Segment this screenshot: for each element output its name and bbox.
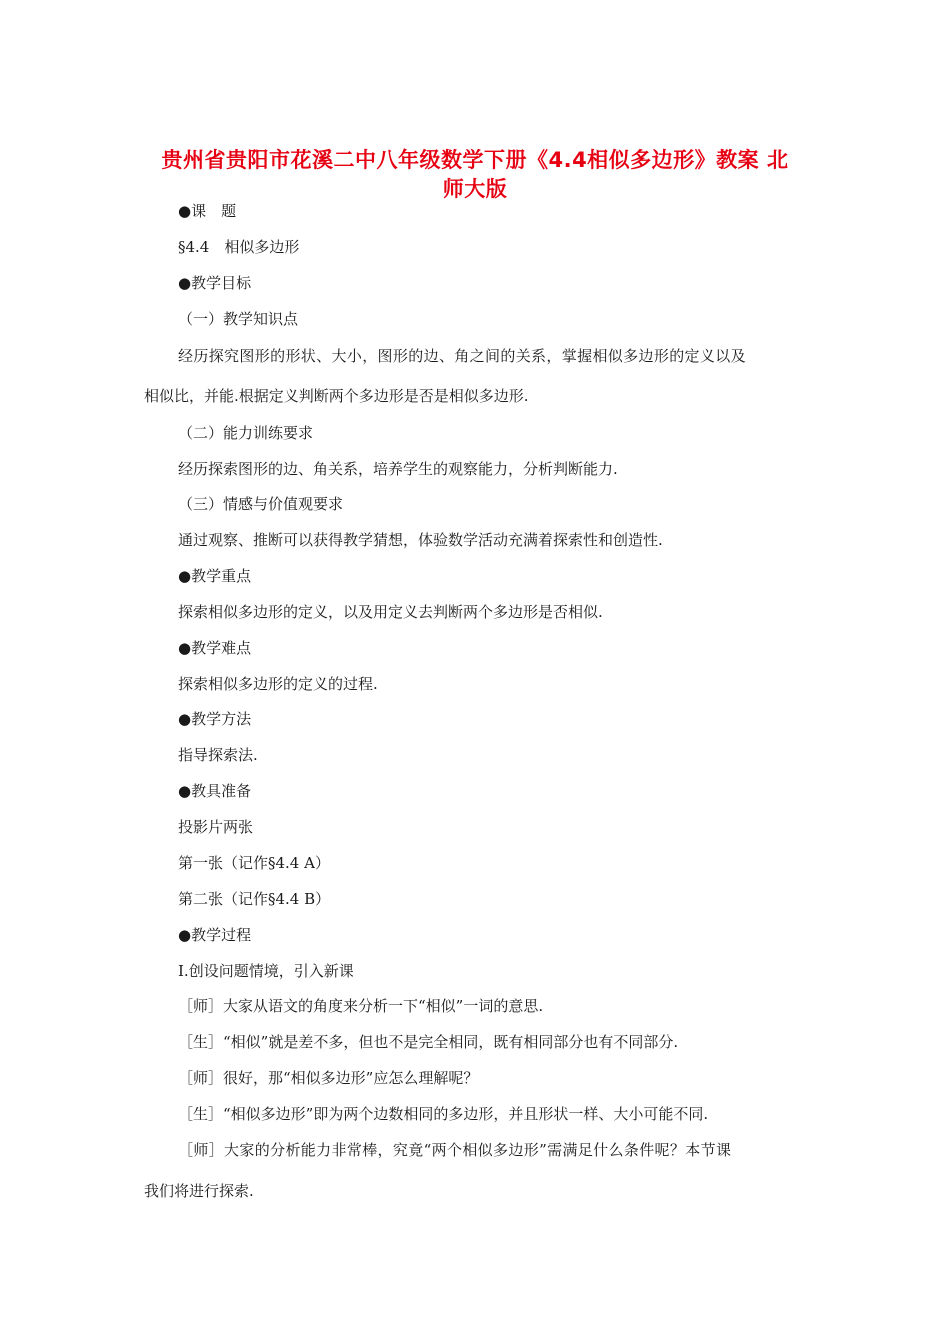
paragraph-difficulty: 探索相似多边形的定义的过程. xyxy=(178,675,378,693)
paragraph-ability: 经历探索图形的边、角关系，培养学生的观察能力，分析判断能力. xyxy=(178,460,618,478)
heading-difficulty: ●教学难点 xyxy=(178,639,252,657)
dialogue-student-2: ［生］“相似多边形”即为两个边数相同的多边形，并且形状一样、大小可能不同. xyxy=(178,1105,709,1123)
heading-objectives: ●教学目标 xyxy=(178,274,252,292)
paragraph-knowledge-line-2: 相似比，并能.根据定义判断两个多边形是否是相似多边形. xyxy=(144,387,529,405)
subheading-ability: （二）能力训练要求 xyxy=(178,424,314,442)
dialogue-student-1: ［生］“相似”就是差不多，但也不是完全相同，既有相同部分也有不同部分. xyxy=(178,1033,679,1051)
subheading-knowledge: （一）教学知识点 xyxy=(178,310,299,328)
dialogue-teacher-3-line-2: 我们将进行探索. xyxy=(144,1182,254,1200)
dialogue-teacher-3-line-1: ［师］大家的分析能力非常棒，究竟“两个相似多边形”需满足什么条件呢？本节课 xyxy=(178,1141,732,1159)
document-title xyxy=(140,146,810,204)
teaching-aid-sheet-1: 第一张（记作§4.4 A） xyxy=(178,854,330,872)
title-line-2: 师大版 xyxy=(442,177,508,201)
paragraph-teaching-aids: 投影片两张 xyxy=(178,818,254,836)
subheading-emotion: （三）情感与价值观要求 xyxy=(178,495,344,513)
dialogue-teacher-2: ［师］很好，那“相似多边形”应怎么理解呢？ xyxy=(178,1069,479,1087)
heading-lesson-topic: ●课 题 xyxy=(178,202,237,220)
lesson-topic-value: §4.4 相似多边形 xyxy=(178,238,300,256)
paragraph-knowledge-line-1: 经历探究图形的形状、大小，图形的边、角之间的关系，掌握相似多边形的定义以及 xyxy=(178,347,746,365)
heading-method: ●教学方法 xyxy=(178,710,252,728)
heading-teaching-aids: ●教具准备 xyxy=(178,782,252,800)
paragraph-key-point: 探索相似多边形的定义，以及用定义去判断两个多边形是否相似. xyxy=(178,603,603,621)
title-line-1: 贵州省贵阳市花溪二中八年级数学下册《4.4相似多边形》教案 北 xyxy=(161,148,789,172)
paragraph-method: 指导探索法. xyxy=(178,746,258,764)
dialogue-teacher-1: ［师］大家从语文的角度来分析一下“相似”一词的意思. xyxy=(178,997,544,1015)
paragraph-emotion: 通过观察、推断可以获得教学猜想，体验数学活动充满着探索性和创造性. xyxy=(178,531,663,549)
heading-key-point: ●教学重点 xyxy=(178,567,252,585)
section-introduction: Ⅰ.创设问题情境，引入新课 xyxy=(178,962,354,980)
heading-process: ●教学过程 xyxy=(178,926,252,944)
teaching-aid-sheet-2: 第二张（记作§4.4 B） xyxy=(178,890,331,908)
